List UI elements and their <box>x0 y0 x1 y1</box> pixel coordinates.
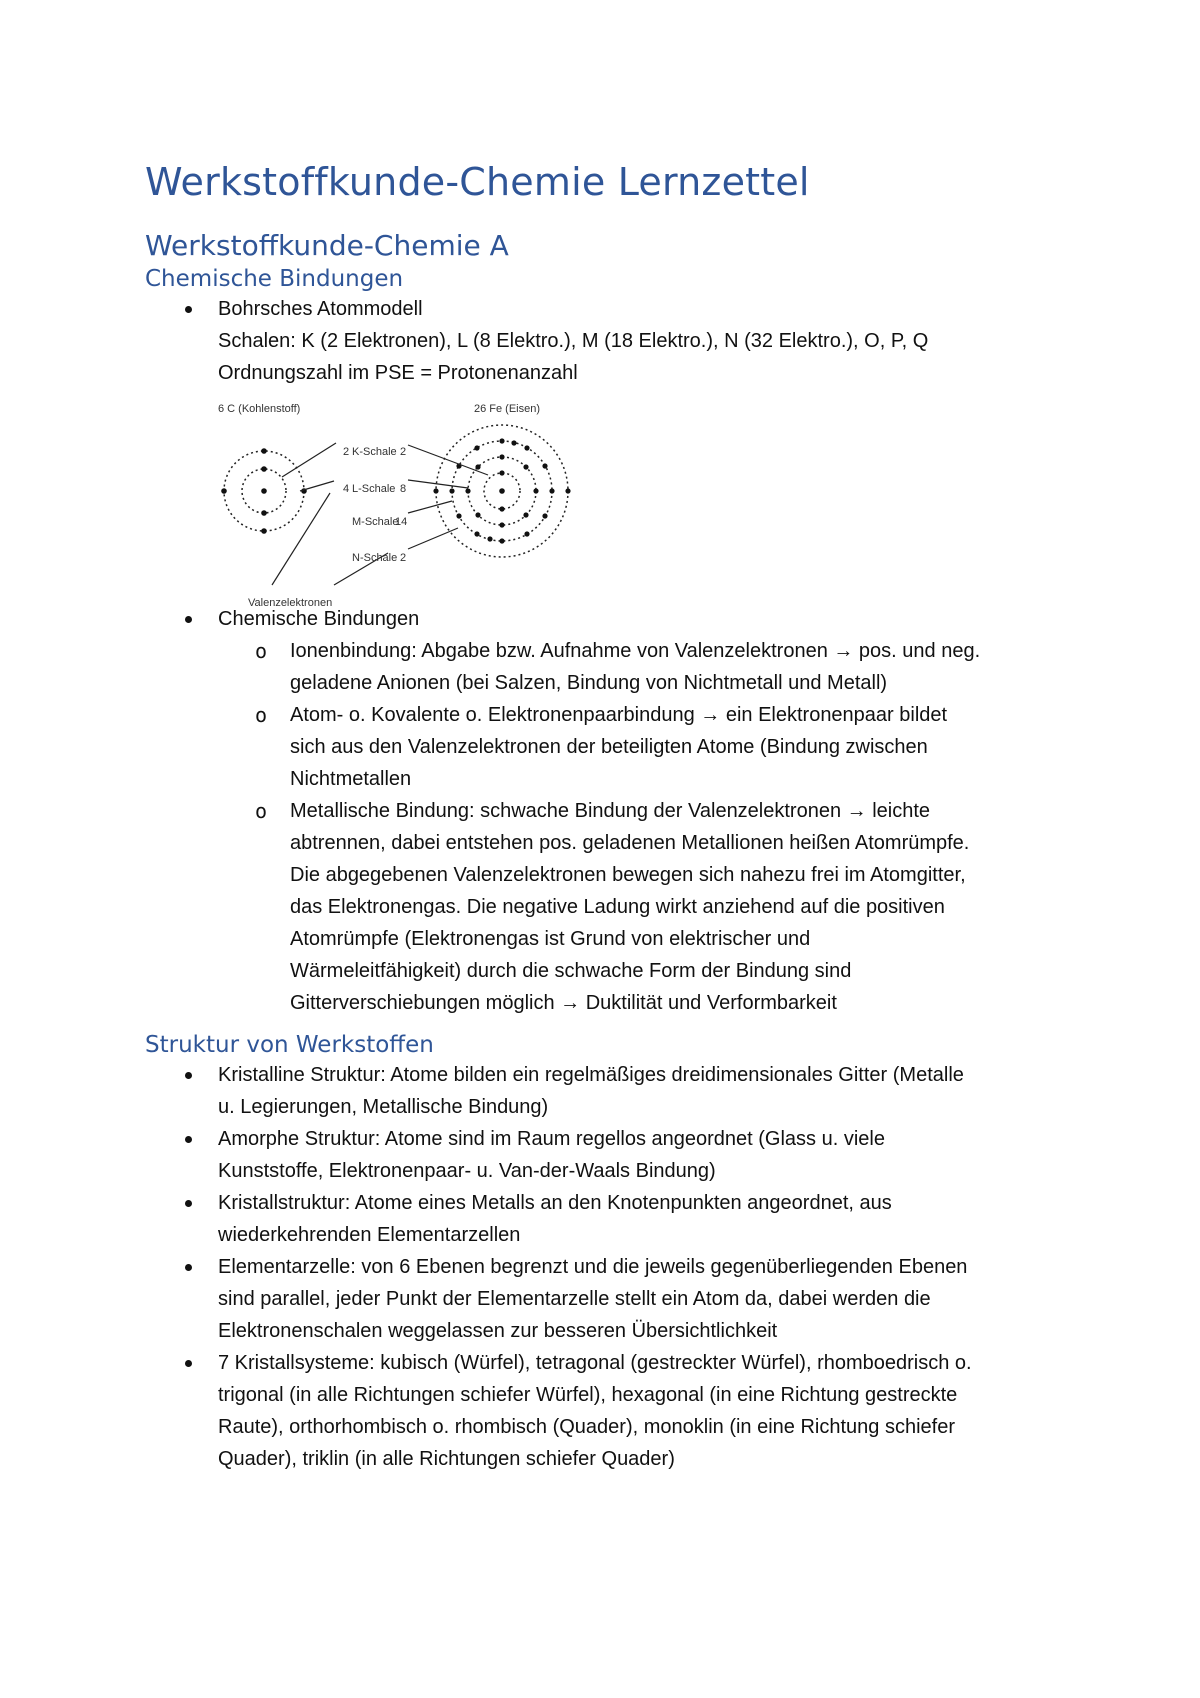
list-item <box>145 1059 1065 1123</box>
bullet-icon <box>185 1264 192 1271</box>
sub-list-item <box>217 699 1065 795</box>
list-item-text: das Elektronengas. Die negative Ladung wirkt anziehend auf die positiven <box>290 896 945 918</box>
list-item-text: Die abgegebenen Valenzelektronen bewegen sich nahezu frei im Atomgitter, <box>290 864 966 886</box>
sub-list-item <box>217 635 1065 699</box>
bullet-icon <box>185 1072 192 1079</box>
document-content <box>145 160 1065 1475</box>
list-item-text: abtrennen, dabei entstehen pos. geladenen Metallionen heißen Atomrümpfe. <box>290 832 970 854</box>
list-item-text: Kunststoffe, Elektronenpaar- u. Van-der-Waals Bindung) <box>218 1160 716 1182</box>
atom-model-figure <box>212 393 612 609</box>
figure-label-k-shell: K-Schale <box>352 446 397 458</box>
figure-label-n-shell: N-Schale <box>352 552 398 564</box>
list-item <box>145 1123 1065 1187</box>
list-item-text: Raute), orthorhombisch o. rhombisch (Quader), monoklin (in eine Richtung schiefer <box>218 1416 956 1438</box>
list-item-text: trigonal (in alle Richtungen schiefer Würfel), hexagonal (in eine Richtung gestreckte <box>218 1384 958 1406</box>
subsection-heading-struktur: Struktur von Werkstoffen <box>145 1032 434 1058</box>
list-item-text: Ionenbindung: Abgabe bzw. Aufnahme von Valenzelektronen → pos. und neg. <box>290 640 981 662</box>
figure-label-m-count-fe: 14 <box>395 516 408 528</box>
figure-caption-iron: 26 Fe (Eisen) <box>474 403 541 415</box>
list-item-text: Schalen: K (2 Elektronen), L (8 Elektro.), M (18 Elektro.), N (32 Elektro.), O, P, Q <box>218 330 929 352</box>
bullet-icon <box>185 1200 192 1207</box>
figure-caption-carbon: 6 C (Kohlenstoff) <box>218 403 301 415</box>
figure-label-m-shell: M-Schale <box>352 516 399 528</box>
document-title: Werkstoffkunde-Chemie Lernzettel <box>145 160 810 204</box>
list-item <box>145 603 1065 1019</box>
list-item-text: Amorphe Struktur: Atome sind im Raum regellos angeordnet (Glass u. viele <box>218 1128 885 1150</box>
list-item-text: Gitterverschiebungen möglich → Duktilität und Verformbarkeit <box>290 992 837 1014</box>
list-item-text: Elektronenschalen weggelassen zur besseren Übersichtlichkeit <box>218 1320 778 1342</box>
list-item-text: Metallische Bindung: schwache Bindung der Valenzelektronen → leichte <box>290 800 931 822</box>
list-item-text: Kristallstruktur: Atome eines Metalls an den Knotenpunkten angeordnet, aus <box>218 1192 892 1214</box>
bullet-icon <box>185 616 192 623</box>
circle-bullet-icon: o <box>255 799 268 823</box>
list-item <box>145 1347 1065 1475</box>
list-item-text: Kristalline Struktur: Atome bilden ein regelmäßiges dreidimensionales Gitter (Metalle <box>218 1064 964 1086</box>
circle-bullet-icon: o <box>255 703 268 727</box>
figure-label-k-count-fe: 2 <box>400 446 407 458</box>
figure-label-l-count-fe: 8 <box>400 483 407 495</box>
list-item-text: Wärmeleitfähigkeit) durch die schwache Form der Bindung sind <box>290 960 852 982</box>
bullet-list-struktur <box>145 1059 1065 1475</box>
list-item-text: Elementarzelle: von 6 Ebenen begrenzt und die jeweils gegenüberliegenden Ebenen <box>218 1256 968 1278</box>
bullet-icon <box>185 306 192 313</box>
list-item-text: sich aus den Valenzelektronen der beteiligten Atome (Bindung zwischen <box>290 736 928 758</box>
list-item <box>145 1187 1065 1251</box>
sub-list-item <box>217 795 1065 1019</box>
figure-label-k-count-c: 2 <box>343 446 350 458</box>
list-item-text: Bohrsches Atommodell <box>218 298 423 320</box>
atom-diagram-svg <box>212 393 612 603</box>
figure-label-l-count-c: 4 <box>343 483 350 495</box>
list-item-text: Chemische Bindungen <box>218 608 420 630</box>
sub-bullet-list <box>218 635 1065 1019</box>
subsection-heading-chemische-bindungen: Chemische Bindungen <box>145 266 404 292</box>
circle-bullet-icon: o <box>255 639 268 663</box>
list-item-text: Atom- o. Kovalente o. Elektronenpaarbindung → ein Elektronenpaar bildet <box>290 704 948 726</box>
list-item-text: Quader), triklin (in alle Richtungen schiefer Quader) <box>218 1448 675 1470</box>
list-item-text: Atomrümpfe (Elektronengas ist Grund von elektrischer und <box>290 928 811 950</box>
figure-label-l-shell: L-Schale <box>352 483 396 495</box>
list-item-text: geladene Anionen (bei Salzen, Bindung von Nichtmetall und Metall) <box>290 672 888 694</box>
figure-label-valence: Valenzelektronen <box>248 597 333 609</box>
list-item-text: sind parallel, jeder Punkt der Elementarzelle stellt ein Atom da, dabei werden die <box>218 1288 931 1310</box>
bullet-icon <box>185 1360 192 1367</box>
list-item-text: u. Legierungen, Metallische Bindung) <box>218 1096 549 1118</box>
section-heading-a: Werkstoffkunde-Chemie A <box>145 229 509 262</box>
carbon-nucleus <box>261 488 267 494</box>
iron-nucleus <box>499 488 505 494</box>
list-item-text: Nichtmetallen <box>290 768 412 790</box>
figure-label-n-count-fe: 2 <box>400 552 407 564</box>
list-item-text: 7 Kristallsysteme: kubisch (Würfel), tetragonal (gestreckter Würfel), rhomboedrisch o. <box>218 1352 972 1374</box>
bullet-list-chemische-bindungen <box>145 293 1065 1019</box>
list-item <box>145 293 1065 609</box>
list-item-text: Ordnungszahl im PSE = Protonenanzahl <box>218 362 578 384</box>
list-item-text: wiederkehrenden Elementarzellen <box>218 1224 521 1246</box>
list-item <box>145 1251 1065 1347</box>
bullet-icon <box>185 1136 192 1143</box>
